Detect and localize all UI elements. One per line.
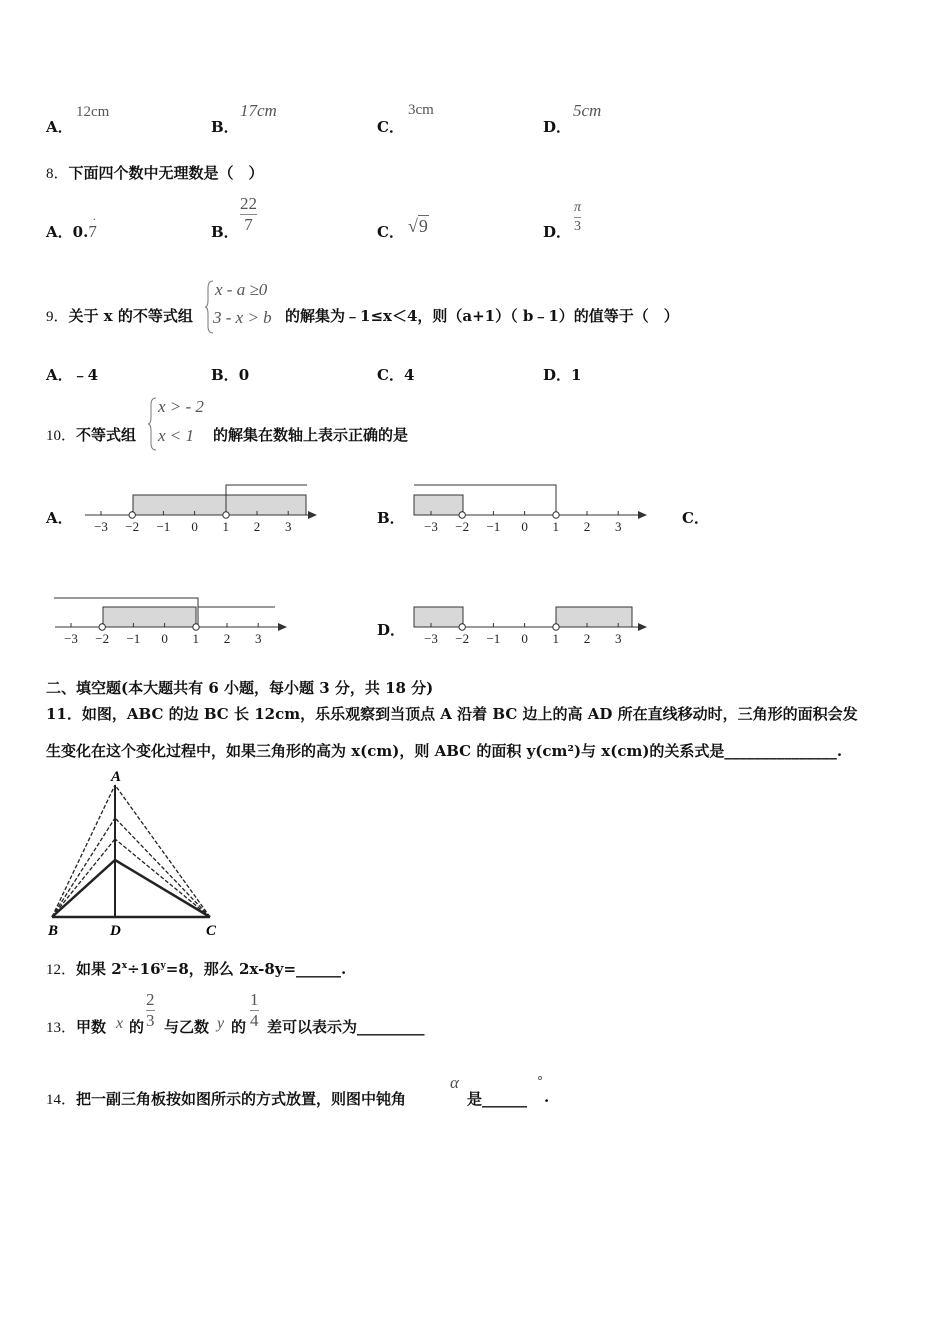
tick-label: 0 <box>191 519 198 534</box>
q11-text-line1: 11．如图，ABC 的边 BC 长 12cm，乐乐观察到当顶点 A 沿着 BC 边上的高 AD 所在直线移动时，三角形的面积会发 <box>46 705 858 723</box>
tick-label: 2 <box>253 519 261 534</box>
tick-label: 1 <box>552 519 560 534</box>
q7-option-a-value: 12cm <box>76 104 110 120</box>
vertex-label-a: A <box>111 769 122 785</box>
q8-option-c-sqrt: √9 <box>408 216 428 236</box>
tick-label: −1 <box>126 631 141 646</box>
number-line-a <box>80 480 325 540</box>
q7-option-c-value: 3cm <box>408 102 434 118</box>
tick-label: 3 <box>254 631 262 646</box>
q10-stem-post: 的解集在数轴上表示正确的是 <box>213 426 409 444</box>
q9-stem-pre: 9．关于 x 的不等式组 <box>46 307 193 325</box>
tick-label: 1 <box>192 631 200 646</box>
number-line-b <box>410 480 655 540</box>
q13-var-x: x <box>116 1015 124 1032</box>
tick-label: 0 <box>521 631 528 646</box>
q8-stem: 8．下面四个数中无理数是（ ） <box>46 164 264 182</box>
q12-text: 12．如果 $2^x\div 16^y=8$，那么 2x-8y=______. <box>46 960 347 978</box>
number-line-d <box>410 592 655 652</box>
q10-stem-pre: 10．不等式组 <box>46 426 137 444</box>
q8-option-c-label: C． <box>377 223 404 241</box>
q13-var-y: y <box>217 1015 225 1032</box>
tick-label: −2 <box>455 631 470 646</box>
q10-option-a-label: A． <box>46 509 73 527</box>
q9-stem-post: 的解集为﹣1≤x＜4，则（a+1）（ b﹣1）的值等于（ ） <box>285 307 679 325</box>
q13-text-de2: 的 <box>231 1018 247 1036</box>
repeating-decimal-digit: 7 · <box>88 212 97 241</box>
q13-text-tail: 差可以表示为_________ <box>267 1018 425 1036</box>
tick-label: 1 <box>552 631 560 646</box>
q10-system-line2: x < 1 <box>158 426 195 445</box>
vertex-label-d: D <box>110 923 121 939</box>
shaded-region-left <box>414 607 463 627</box>
tick-label: −1 <box>156 519 171 534</box>
shaded-region-right <box>556 607 632 627</box>
q9-option-b: B．0 <box>211 366 250 384</box>
q10-option-c-label: C． <box>682 509 709 527</box>
q9-option-d: D．1 <box>543 366 582 384</box>
q7-option-c-label: C． <box>377 118 404 136</box>
q14-prefix: 14．把一副三角板按如图所示的方式放置，则图中钝角 <box>46 1090 407 1108</box>
q13-text-yishu: 与乙数 <box>164 1018 210 1036</box>
shaded-region <box>133 495 306 515</box>
q8-option-b-label: B． <box>211 223 239 241</box>
q13-fraction-2-3: 2 3 <box>146 990 155 1030</box>
q7-option-b-label: B． <box>211 118 239 136</box>
q9-option-c: C．4 <box>377 366 415 384</box>
q8-option-d-label: D． <box>543 223 572 241</box>
q13-text-de1: 的 <box>129 1018 145 1036</box>
shaded-region <box>414 495 463 515</box>
tick-label: 0 <box>521 519 528 534</box>
number-line-c <box>50 592 295 652</box>
tick-label: 1 <box>222 519 230 534</box>
tick-label: 3 <box>614 631 622 646</box>
q8-option-a: A．0.7 · <box>46 212 97 241</box>
q14-end: . <box>544 1088 550 1106</box>
tick-label: −3 <box>94 519 108 534</box>
tick-label: −2 <box>455 519 470 534</box>
q13-prefix: 13．甲数 <box>46 1018 107 1036</box>
q14-blank: 是______ <box>467 1090 528 1108</box>
tick-label: −2 <box>125 519 140 534</box>
tick-label: −3 <box>64 631 78 646</box>
tick-label: 2 <box>223 631 231 646</box>
q7-option-d-value: 5cm <box>573 101 602 120</box>
shaded-region <box>103 607 196 627</box>
q7-option-d-label: D． <box>543 118 572 136</box>
tick-label: 3 <box>614 519 622 534</box>
q9-option-a: A．﹣4 <box>46 366 99 384</box>
q11-text-line2: 生变化在这个变化过程中，如果三角形的高为 x(cm)，则 ABC 的面积 y(cm²)与 x(cm)的关系式是_______________. <box>46 742 843 760</box>
tick-label: 2 <box>583 631 591 646</box>
tick-label: 0 <box>161 631 168 646</box>
q10-system-line1: x > - 2 <box>158 397 204 416</box>
tick-label: 2 <box>583 519 591 534</box>
q8-option-b-fraction: 22 7 <box>240 194 257 234</box>
q9-system-line1: x - a ≥0 <box>215 280 268 299</box>
tick-label: 3 <box>284 519 292 534</box>
tick-label: −2 <box>95 631 110 646</box>
tick-label: −1 <box>486 519 501 534</box>
vertex-label-b: B <box>48 923 59 939</box>
tick-label: −1 <box>486 631 501 646</box>
q7-option-a-label: A． <box>46 118 73 136</box>
tick-label: −3 <box>424 631 438 646</box>
q8-option-d-fraction: π 3 <box>574 200 582 234</box>
q9-system-line2: 3 - x > b <box>213 308 272 327</box>
section-2-heading: 二、填空题(本大题共有 6 小题，每小题 3 分，共 18 分) <box>46 679 434 697</box>
q13-fraction-1-4: 1 4 <box>250 990 259 1030</box>
q10-option-b-label: B． <box>377 509 405 527</box>
q14-alpha: α <box>450 1073 459 1092</box>
vertex-label-c: C <box>206 923 217 939</box>
triangle-figure <box>42 765 232 940</box>
q14-degree: ∘ <box>536 1070 545 1085</box>
q10-option-d-label: D． <box>377 621 406 639</box>
tick-label: −3 <box>424 519 438 534</box>
q7-option-b-value: 17cm <box>240 101 277 120</box>
